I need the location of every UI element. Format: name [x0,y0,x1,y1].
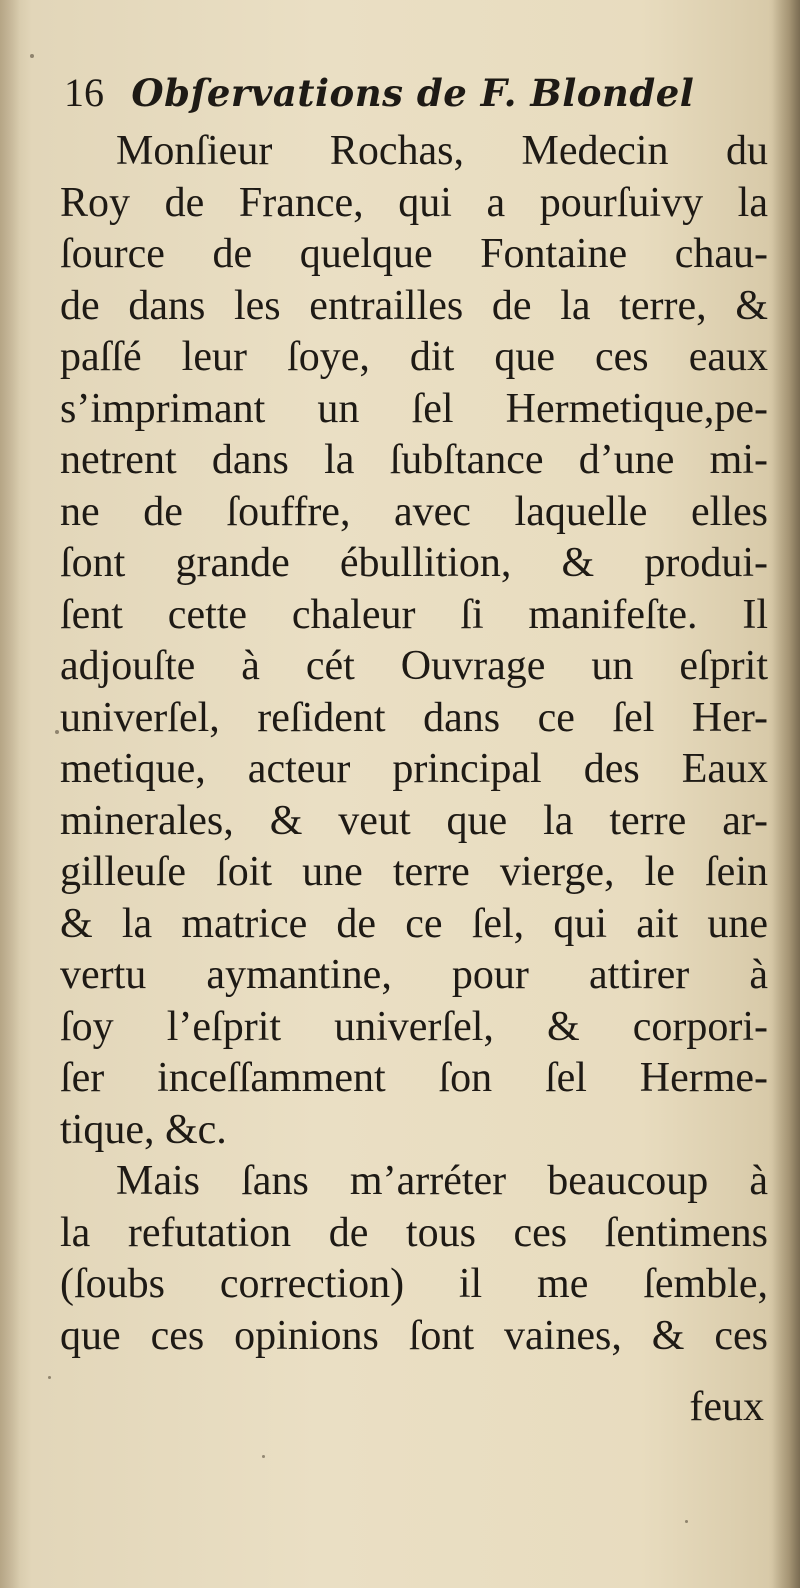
text-line: adjouſte à cét Ouvrage un eſprit [60,643,768,689]
text-line: paſſé leur ſoye, dit que ces eaux [60,334,768,380]
page-edge-shading [0,0,20,1588]
text-line: (ſoubs correction) il me ſemble, [60,1261,768,1307]
text-line: de dans les entrailles de la terre, & [60,282,768,329]
text-line: Mais ſans m’arréter beaucoup à [116,1158,768,1204]
text-line: vertu aymantine, pour attirer à [60,952,768,998]
speck [55,730,59,734]
page-header [64,62,764,122]
text-line: ne de ſouffre, avec laquelle elles [60,488,768,535]
text-line: ſer inceſſamment ſon ſel Herme- [60,1055,768,1101]
speck [262,1455,265,1458]
speck [30,54,34,58]
text-line: ſoy l’eſprit univerſel, & corpori- [60,1003,768,1050]
text-line: s’imprimant un ſel Hermetique,pe- [60,385,768,432]
text-line: netrent dans la ſubſtance d’une mi- [60,437,768,483]
text-line: Monſieur Rochas, Medecin du [116,128,768,174]
text-line: la refutation de tous ces ſentimens [60,1209,768,1256]
text-line: ſent cette chaleur ſi manifeſte. Il [60,591,768,638]
text-line: tique, &c. [60,1106,227,1153]
running-head: Obſervations de F. Blondel [131,71,695,115]
page-number: 16 [64,70,104,115]
speck [685,1520,688,1523]
text-line: minerales, & veut que la terre ar- [60,797,768,844]
body-text [60,126,768,1362]
text-line: Roy de France, qui a pourſuivy la [60,179,768,226]
text-line: metique, acteur principal des Eaux [60,746,768,792]
catchword: feux [689,1384,764,1430]
text-line: ſont grande ébullition, & produi- [60,540,768,586]
text-line: que ces opinions ſont vaines, & ces [60,1312,768,1359]
text-line: univerſel, reſident dans ce ſel Her- [60,694,768,741]
speck [48,1376,51,1379]
gutter-shadow [772,0,800,1588]
text-line: gilleuſe ſoit une terre vierge, le ſein [60,849,768,895]
text-line: & la matrice de ce ſel, qui ait une [60,900,768,947]
text-line: ſource de quelque Fontaine chau- [60,231,768,277]
